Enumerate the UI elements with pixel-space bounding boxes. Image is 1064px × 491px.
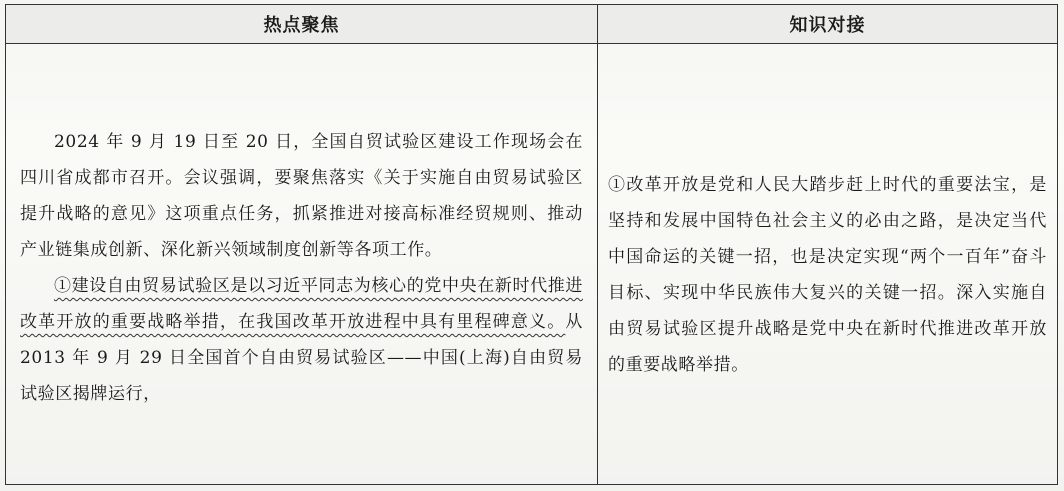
hot-focus-paragraph-1: 2024 年 9 月 19 日至 20 日，全国自贸试验区建设工作现场会在四川省成都市召开。会议强调，要聚焦落实《关于实施自由贸易试验区提升战略的意见》这项重点任务，抓紧推进对接高标准经贸规则、推动产业链集成创新、深化新兴领域制度创新等各项工作。 xyxy=(20,132,583,260)
knowledge-cell xyxy=(598,44,1058,485)
hot-focus-header: 热点聚焦 xyxy=(6,5,598,44)
hot-focus-paragraph-2 xyxy=(20,268,583,412)
content-row xyxy=(6,44,1058,485)
key-point-underlined: ①建设自由贸易试验区是以习近平同志为核心的党中央在新时代推进改革开放的重要战略举措，在我国改革开放进程中具有里程碑意义。 xyxy=(20,276,583,332)
knowledge-header: 知识对接 xyxy=(598,5,1058,44)
hot-focus-cell xyxy=(6,44,598,485)
comparison-table xyxy=(5,4,1058,485)
header-row xyxy=(6,5,1058,44)
knowledge-paragraph: ①改革开放是党和人民大踏步赶上时代的重要法宝，是坚持和发展中国特色社会主义的必由之路，是决定当代中国命运的关键一招，也是决定实现“两个一百年”奋斗目标、实现中华民族伟大复兴的关键一招。深入实施自由贸易试验区提升战略是党中央在新时代推进改革开放的重要战略举措。 xyxy=(608,175,1047,375)
hot-focus-paragraph-2-rest: 从 2013 年 9 月 29 日全国首个自由贸易试验区——中国(上海)自由贸易试验区揭牌运行， xyxy=(20,312,583,404)
